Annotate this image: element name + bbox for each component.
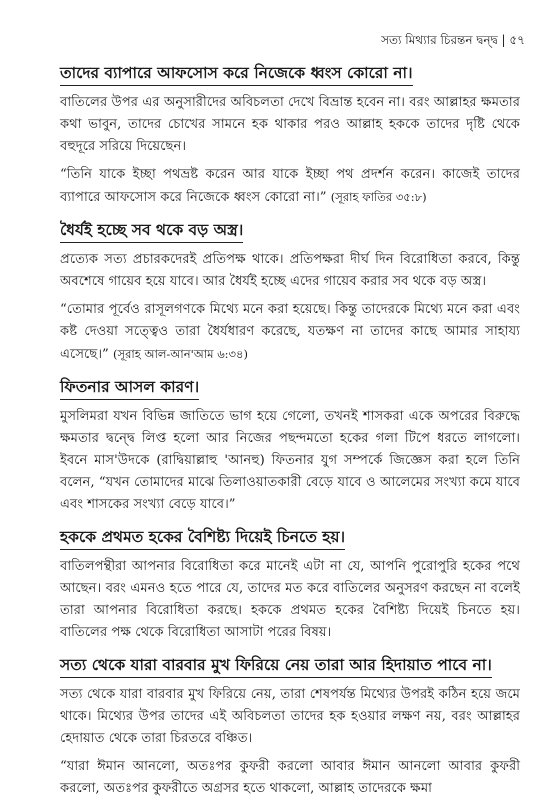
quote-paragraph bbox=[60, 299, 520, 366]
section bbox=[60, 62, 520, 209]
page-content bbox=[60, 62, 520, 806]
quote-paragraph bbox=[60, 164, 520, 209]
paragraph: মুসলিমরা যখন বিভিন্ন জাতিতে ভাগ হয়ে গেলো, তখনই শাসকরা একে অপরের বিরুদ্ধে ক্ষমতার দ্বন্দ্বে লিপ্ত হলো আর নিজের পছন্দমতো হকের গলা টিপে ধরতে লাগলো। ইবনে মাস'উদকে (রাদ্বিয়াল্লাহু 'আনহু) ফিতনার যুগ সম্পর্কে জিজ্ঞেস করা হলে তিনি বলেন, “যখন তোমাদের মাঝে তিলাওয়াতকারী বেড়ে যাবে ও আলেমের সংখ্যা কমে যাবে এবং শাসকের সংখ্যা বেড়ে যাবে।” bbox=[60, 409, 520, 512]
paragraph: প্রত্যেক সত্য প্রচারকদেরই প্রতিপক্ষ থাকে। প্রতিপক্ষরা দীর্ঘ দিন বিরোধিতা করবে, কিন্তু অবশেষে গায়েব হয়ে যাবে। আর ধৈর্যই হচ্ছে এদের গায়েব করার সব থকে বড় অস্ত্র। bbox=[60, 252, 520, 289]
section bbox=[60, 654, 520, 800]
section-heading: তাদের ব্যাপারে আফসোস করে নিজেকে ধ্বংস কোরো না। bbox=[60, 62, 413, 86]
quote-paragraph: “যারা ঈমান আনলো, অতঃপর কুফরী করলো আবার ঈমান আনলো আবার কুফরী করলো, অতঃপর কুফরীতে অগ্রসর হতে থাকলো, আল্লাহ তাদেরকে ক্ষমা bbox=[60, 759, 520, 796]
quote-reference: (সূরাহ আল-আন'আম ৬:৩৪) bbox=[113, 347, 248, 361]
quote-text: “তিনি যাকে ইচ্ছা পথভ্রষ্ট করেন আর যাকে ইচ্ছা পথ প্রদর্শন করেন। কাজেই তাদের ব্যাপারে আফসোস করে নিজেকে ধ্বংস কোরো না।” bbox=[60, 167, 520, 205]
paragraph: বাতিলের উপর এর অনুসারীদের অবিচলতা দেখে বিভ্রান্ত হবেন না। বরং আল্লাহর ক্ষমতার কথা ভাবুন, তাদের চোখের সামনে হক থাকার পরও আল্লাহ হককে তাদের দৃষ্টি থেকে বহুদূরে সরিয়ে দিয়েছেন। bbox=[60, 95, 520, 154]
paragraph: বাতিলপন্থীরা আপনার বিরোধিতা করে মানেই এটা না যে, আপনি পুরোপুরি হকের পথে আছেন। বরং এমনও হতে পারে যে, তাদের মত করে বাতিলের অনুসরণ করছেন না বলেই তারা আপনার বিরোধিতা করছে। হককে প্রথমত হকের বৈশিষ্ট্য দিয়েই চিনতে হয়। বাতিলের পক্ষ থেকে বিরোধিতা আসাটা পরের বিষয়। bbox=[60, 559, 520, 640]
section-heading: সত্য থেকে যারা বারবার মুখ ফিরিয়ে নেয় তারা আর হিদায়াত পাবে না। bbox=[60, 654, 492, 678]
quote-reference: (সূরাহ ফাতির ৩৫:৮) bbox=[330, 190, 427, 204]
section-heading: ধৈর্যই হচ্ছে সব থকে বড় অস্ত্র। bbox=[60, 219, 243, 243]
running-header: সত্য মিথ্যার চিরন্তন দ্বন্দ্ব | ৫৭ bbox=[381, 33, 525, 47]
section bbox=[60, 376, 520, 516]
section bbox=[60, 526, 520, 644]
section-heading: হককে প্রথমত হকের বৈশিষ্ট্য দিয়েই চিনতে হয়। bbox=[60, 526, 345, 550]
paragraph: সত্য থেকে যারা বারবার মুখ ফিরিয়ে নেয়, তারা শেষপর্যন্ত মিথ্যের উপরই কঠিন হয়ে জমে থাকে। মিথ্যের উপর তাদের এই অবিচলতা তাদের হক হওয়ার লক্ষণ নয়, বরং আল্লাহর হেদায়াত থেকে তারা চিরতরে বঞ্চিত। bbox=[60, 687, 520, 746]
section bbox=[60, 219, 520, 366]
quote-text: “তোমার পূর্বেও রাসূলগণকে মিথ্যে মনে করা হয়েছে। কিন্তু তাদেরকে মিথ্যে মনে করা এবং কষ্ট দেওয়া সত্ত্বেও তারা ধৈর্যধারণ করেছে, যতক্ষণ না তাদের কাছে আমার সাহায্য এসেছে।” bbox=[60, 302, 520, 362]
section-heading: ফিতনার আসল কারণ। bbox=[60, 376, 199, 400]
